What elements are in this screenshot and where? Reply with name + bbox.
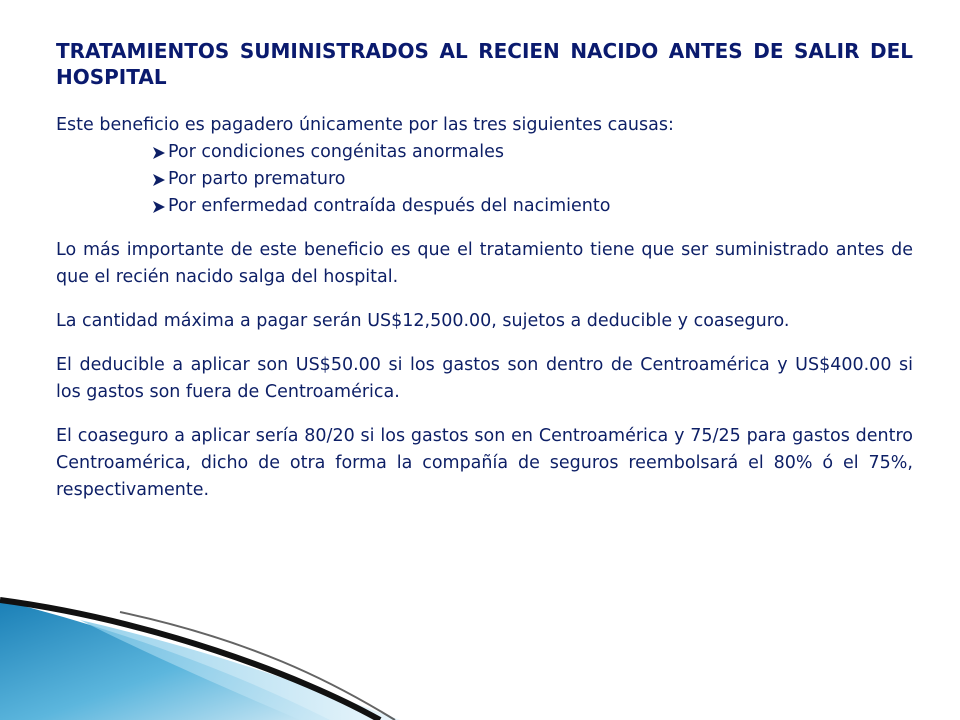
intro-text: Este beneficio es pagadero únicamente por las tres siguientes causas:	[56, 115, 674, 135]
list-item	[152, 166, 913, 193]
paragraph-max-amount: La cantidad máxima a pagar serán US$12,500.00, sujetos a deducible y coaseguro.	[56, 311, 790, 331]
list-item-text: Por enfermedad contraída después del nacimiento	[168, 196, 611, 216]
list-item	[152, 139, 913, 166]
paragraph-deductible: El deducible a aplicar son US$50.00 si los gastos son dentro de Centroamérica y US$400.00 si los gastos son fuera de Centroamérica.	[56, 355, 913, 402]
list-item	[152, 193, 913, 220]
paragraph-coinsurance: El coaseguro a aplicar sería 80/20 si los gastos son en Centroamérica y 75/25 para gastos dentro Centroamérica, dicho de otra forma la compañía de seguros reembolsará el 80% ó el 75%, respectivamente.	[56, 426, 913, 500]
paragraph-importance: Lo más importante de este beneficio es que el tratamiento tiene que ser suministrado antes de que el recién nacido salga del hospital.	[56, 240, 913, 287]
content-area	[56, 38, 913, 504]
arrow-bullet-icon	[152, 200, 166, 214]
arrow-bullet-icon	[152, 173, 166, 187]
list-item-text: Por parto prematuro	[168, 169, 346, 189]
list-item-text: Por condiciones congénitas anormales	[168, 142, 504, 162]
arrow-bullet-icon	[152, 146, 166, 160]
page-title: TRATAMIENTOS SUMINISTRADOS AL RECIEN NACIDO ANTES DE SALIR DEL HOSPITAL	[56, 39, 913, 89]
causes-list	[56, 139, 913, 220]
